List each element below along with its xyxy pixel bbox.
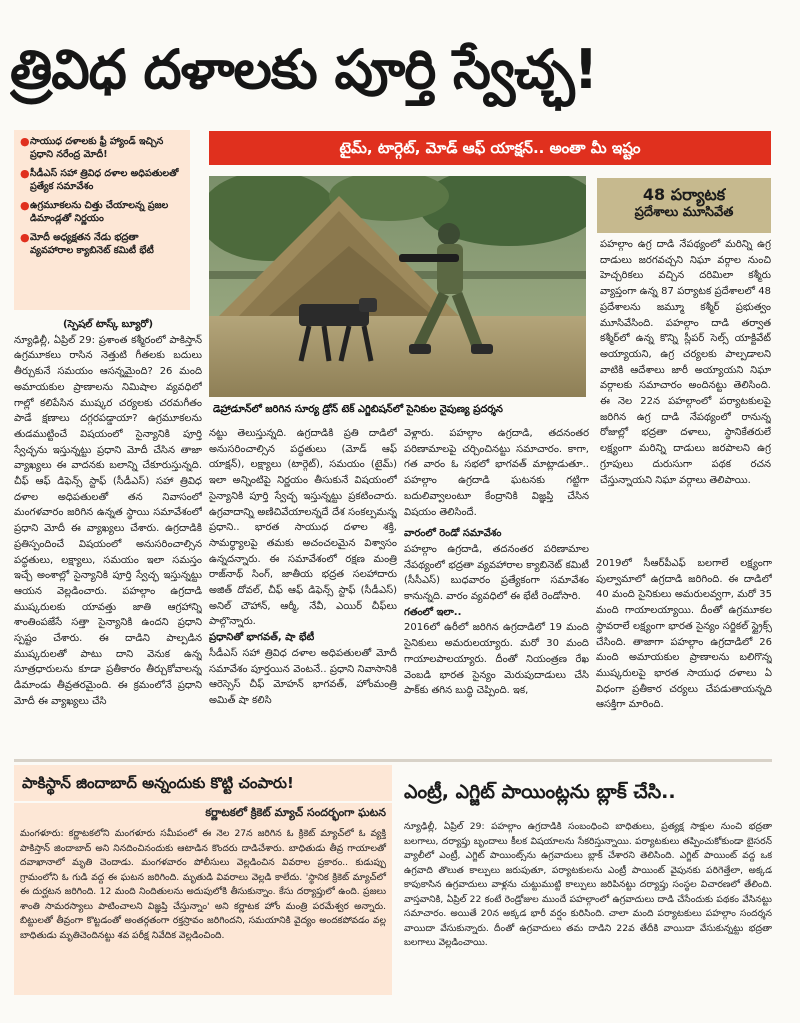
highlight-item: ● ఉగ్రమూకలను చిత్తు చేయాలన్న ప్రజల డిమాండ్లతో నిర్ణయం — [20, 199, 169, 224]
article-text: పహల్గాం ఉగ్రదాడి, తదనంతర పరిణామాల నేపథ్యంలో భద్రతా వ్యవహారాల క్యాబినెట్ కమిటీ (సీసీఎస్) బుధవారం ప్రత్యేకంగా సమావేశం కానున్నది. వారం వ్యవధిలో ఈ భేటీ రెండోసారి. — [404, 543, 589, 603]
news-photo — [209, 176, 586, 397]
photo-caption: డెహ్రాడూన్‌లో జరిగిన సూర్య డ్రోన్ టెక్ ఎగ్జిబిషన్‌లో సైనికుల నైపుణ్య ప్రదర్శన — [213, 404, 503, 415]
soldier-robot-dog-illustration — [209, 176, 586, 397]
article-column-2 — [209, 426, 397, 756]
highlights-box — [14, 130, 190, 310]
highlight-item: ● మోదీ అధ్యక్షతన నేడు భద్రతా వ్యవహారాల క్యాబినెట్ కమిటీ భేటీ — [20, 231, 154, 256]
article-text: వెళ్లారు. పహల్గాం ఉగ్రదాడి, తదనంతర పరిణామాలపై చర్చించినట్టు సమాచారం. కాగా, గత వారం ఓ సభలో భాగవత్ మాట్లాడుతూ.. పహల్గాం ఉగ్రదాడి ఘటనకు గట్టిగా బదులివ్వాలంటూ కేంద్రానికి విజ్ఞప్తి చేసిన విషయం తెలిసిందే. — [404, 428, 589, 518]
section-heading: గతంలో ఇలా.. — [404, 606, 462, 618]
article-column-4: 2019లో సీఆర్‌పీఎఫ్ బలగాలే లక్ష్యంగా పుల్వామాలో ఉగ్రదాడి జరిగింది. ఈ దాడిలో 40 మంది సైనికులు అమరులవ్వగా, మరో 35 మంది గాయాలయ్యాయి. దీంతో ఉగ్రమూకల స్థావరాలే లక్ష్యంగా భారత సైన్యం సర్జికల్ స్ట్రైక్స్ చేసింది. తాజాగా పహల్గాం ఉగ్రదాడిలో 26 మంది అమాయకుల ప్రాణాలను బలిగొన్న ముష్కరులపై భారత సాయుధ దళాలు ఏ విధంగా ప్రతీకార చర్యలు చేపడుతాయన్నది ఆసక్తిగా మారింది. — [596, 558, 772, 711]
article-column-3 — [404, 426, 589, 756]
sidebar-body: పహల్గాం ఉగ్ర దాడి నేపథ్యంలో మరిన్ని ఉగ్ర దాడులు జరగవచ్చని నిఘా వర్గాల నుంచి హెచ్చరికలు వచ్చిన దరిమిలా కశ్మీరు వ్యాప్తంగా ఉన్న 87 పర్యాటక ప్రదేశాలలో 48 ప్రదేశాలను జమ్మూ కశ్మీర్ ప్రభుత్వం మూసివేసింది. పహల్గాం దాడి తర్వాత కశ్మీర్‌లో ఉన్న కొన్ని స్లీపర్ సెల్స్ యాక్టివేట్ అయ్యాయని, ఉగ్ర చర్యలకు పాల్పడాలని వాటికి ఆదేశాలు జారీ అయ్యాయని నిఘా వర్గాలకు సమాచారం అందినట్టు తెలిసింది. ఈ నెల 22న పహల్గాంలో పర్యాటకులపై జరిగిన ఉగ్ర దాడి నేపథ్యంలో రానున్న రోజుల్లో భద్రతా దళాలు, స్థానికేతరులే లక్ష్యంగా మరిన్ని దాడులు జరపాలని ఉగ్ర గ్రూపులు దురుసుగా పథక రచన చేస్తున్నాయని నిఘా వర్గాలు తెలిపాయి. — [600, 239, 771, 486]
bullet-icon: ● — [20, 231, 30, 244]
bullet-icon: ● — [20, 135, 30, 148]
article-text: న్యూఢిల్లీ, ఏప్రిల్ 29: ప్రశాంత కశ్మీరంలో పాకిస్తాన్ ఉగ్రమూకలు రాసిన నెత్తుటి గీతలకు బదులు తీర్చుకునే సమయం ఆసన్నమైంది? 26 మంది అమాయకుల ప్రాణాలను నిమిషాల వ్యవధిలో గాల్లో కలిపేసిన ముష్కర చర్యలకు చరమగీతం పాడే క్షణాలు దగ్గరపడ్డాయా? ఉగ్రమూకలను తుడముట్టించే విషయంలో సైన్యానికి పూర్తి స్వేచ్ఛను ఇస్తున్నట్టు ప్రధాని మోదీ చేసిన తాజా వ్యాఖ్యలు ఈ వాదనకు బలాన్ని చేకూరుస్తున్నది. చీఫ్ ఆఫ్ డిఫెన్స్ స్టాఫ్ (సీడీఎస్) సహా త్రివిధ దళాల అధిపతులతో తన నివాసంలో మంగళవారం జరిగిన ఉన్నత స్థాయి సమావేశంలో ప్రధాని మోదీ ఈ వ్యాఖ్యలు చేశారు. ఉగ్రదాడికి ప్రతిస్పందించే విషయంలో అనుసరించాల్సిన పద్ధతులు, లక్ష్యాలు, సమయం ఇలా సమస్తం ఇచ్చే అంశాల్లో సైన్యానికి పూర్తి స్వేచ్ఛ ఇస్తున్నట్టు ఆయన వెల్లడించారు. పహల్గాం ఉగ్రదాడి ముష్కరులకు యావత్తు జాతి ఆగ్రహాన్ని శాంతింపజేసే సత్తా సైన్యానికి ఉందని ప్రధాని స్పష్టం చేశారు. ఈ దాడిని పాల్పడిన ముష్కరులతో పాటు దాని వెనుక ఉన్న సూత్రధారులను కూడా ప్రతీకారం తీర్చుకోవాలన్న డిమాండు తీవ్రతరమైంది. ఈ క్రమంలోనే ప్రధాని మోదీ ఈ వ్యాఖ్యలు చేసి — [14, 334, 202, 707]
bottom-left-article: మంగళూరు: కర్ణాటకలోని మంగళూరు సమీపంలో ఈ నెల 27న జరిగిన ఓ క్రికెట్ మ్యాచ్‌లో ఓ వ్యక్తి పాకిస్తాన్ జిందాబాద్ అని నినదించినందుకు ఆటాడిన కొందరు దాడిచేశారు. బాధితుడు తీవ్ర గాయాలతో దవాఖానాలో మృతి చెందాడు. మంగళవారం పోలీసులు వెల్లడించిన వివరాల ప్రకారం.. కుడుప్పు గ్రామంలోని ఓ గుడి వద్ద ఈ ఘటన జరిగింది. మృతుడి వివరాలు వెల్లడి కాలేదు. 'స్థానిక క్రికెట్ మ్యాచ్‌లో ఈ దుర్ఘటన జరిగింది. 12 మంది నిందితులను అదుపులోకి తీసుకున్నాం. కేసు దర్యాప్తులో ఉంది. ప్రజలు శాంతి సామరస్యాలు పాటించాలని విజ్ఞప్తి చేస్తున్నాం' అని కర్ణాటక హోం మంత్రి పరమేశ్వర అన్నారు. బిట్టులతో తీవ్రంగా కొట్టడంతో అంతర్గతంగా రక్తస్రావం జరిగిందని, సమయానికి వైద్యం అందకపోవడం వల్ల బాధితుడు మృతిచెందినట్టు శవ పరీక్ష నివేదిక వెల్లడించింది. — [14, 823, 392, 995]
bottom-right-article: న్యూఢిల్లీ, ఏప్రిల్ 29: పహల్గాం ఉగ్రదాడికి సంబంధించి బాధితులు, ప్రత్యక్ష సాక్షుల నుంచి భద్రతా బలగాలు, దర్యాప్తు బృందాలు కీలక విషయాలను సేకరిస్తున్నాయి. పర్యాటకులు తప్పించుకోకుండా బైసరన్ వ్యాలీలో ఎంట్రీ, ఎగ్జిట్ పాయింట్స్‌ను ఉగ్రవాదులు బ్లాక్ చేశారని తెలిసింది. ఎగ్జిట్ పాయింట్ వద్ద ఒక ఉగ్రవాది తొలుత కాల్పులు జరుపుతూ, పర్యాటకులను ఎంట్రీ పాయింట్ వైపునకు పరిగెత్తేలా, అక్కడ కాపుకాసిన ఉగ్రవాదులు వాళ్లను చుట్టుముట్టి కాల్పులు జరిపినట్టు దర్యాప్తు సంస్థల విచారణలో తేలింది. వాస్తవానికి, ఏప్రిల్ 22 కంటే రెండ్రోజుల ముందే పహల్గాంలో ఉగ్రవాదులు దాడి చేసేందుకు పథకం వేసినట్టు సమాచారం. అయితే 20న అక్కడ భారీ వర్షం కురిసింది. చాలా మంది పర్యాటకులు పహల్గాం సందర్శన వాయిదా వేసుకున్నారు. దీంతో ఉగ్రవాదులు తమ దాడిని 22వ తేదీకి వాయిదా వేసుకున్నట్టు భద్రతా బలగాలు వెల్లడించాయి. — [404, 821, 772, 948]
highlight-item: ● సీడీఎస్ సహా త్రివిధ దళాల అధిపతులతో ప్రత్యేక సమావేశం — [20, 167, 179, 192]
bottom-left-subheadline: కర్ణాటకలో క్రికెట్ మ్యాచ్ సందర్భంగా ఘటన — [14, 803, 392, 823]
page-headline: త్రివిధ దళాలకు పూర్తి స్వేచ్ఛ! — [10, 38, 598, 101]
article-text: సీడీఎస్ సహా త్రివిధ దళాల అధిపతులతో మోదీ సమావేశం పూర్తయిన వెంటనే.. ప్రధాని నివాసానికి ఆరెస్సెస్ చీఫ్ మోహన్ భాగవత్, హోంమంత్రి అమిత్ షా కలిసి — [209, 647, 397, 706]
sidebar-title-box — [597, 178, 771, 233]
byline: (స్పెషల్ టాస్క్ బ్యూరో) — [62, 319, 154, 330]
article-text: 2016లో ఉరీలో జరిగిన ఉగ్రదాడిలో 19 మంది సైనికులు అమరులయ్యారు. మరో 30 మంది గాయాలపాలయ్యారు. దీంతో నియంత్రణ రేఖ వెంబడి భారత సైన్యం మెరుపుదాడులు చేసి పాక్‌కు తగిన బుద్ధి చెప్పింది. ఇక, — [404, 622, 589, 697]
section-divider — [14, 759, 772, 762]
section-heading: ప్రధానితో భాగవత్, షా భేటీ — [209, 632, 315, 644]
bottom-left-headline: పాకిస్థాన్ జిందాబాద్ అన్నందుకు కొట్టి చంపారు! — [14, 765, 392, 801]
bullet-icon: ● — [20, 199, 30, 212]
bottom-right-headline: ఎంట్రీ, ఎగ్జిట్ పాయింట్లను బ్లాక్ చేసి.. — [404, 781, 676, 803]
article-column-1 — [14, 317, 202, 749]
section-heading: వారంలో రెండో సమావేశం — [404, 528, 502, 540]
subheadline-banner: టైమ్, టార్గెట్, మోడ్ ఆఫ్ యాక్షన్.. అంతా మీ ఇష్టం — [209, 131, 771, 165]
sidebar-title-line-2: ప్రదేశాలు మూసివేత — [634, 205, 734, 220]
highlight-item: ● సాయుధ దళాలకు ఫ్రీ హ్యాండ్ ఇచ్చిన ప్రధాని నరేంద్ర మోదీ! — [20, 135, 164, 160]
article-text: నట్టు తెలుస్తున్నది. ఉగ్రదాడికి ప్రతి దాడిలో అనుసరించాల్సిన పద్ధతులు (మోడ్ ఆఫ్ యాక్షన్), లక్ష్యాలు (టార్గెట్), సమయం (టైమ్) ఇలా అన్నింటిపై నిర్ణయం తీసుకునే విషయంలో సైన్యానికి పూర్తి స్వేచ్ఛ ఇస్తున్నట్టు ప్రకటించారు. ఉగ్రవాదాన్ని అణిచివేయాలన్నదే దేశ సంకల్పమన్న ప్రధాని.. భారత సాయుధ దళాల శక్తి, సామర్థ్యాలపై తమకు అచంచలమైన విశ్వాసం ఉన్నదన్నారు. ఈ సమావేశంలో రక్షణ మంత్రి రాజ్‌నాథ్ సింగ్, జాతీయ భద్రత సలహాదారు అజిత్ దోవల్, చీఫ్ ఆఫ్ డిఫెన్స్ స్టాఫ్ (సీడీఎస్) అనిల్ చౌహాన్, ఆర్మీ, నేవీ, ఎయిర్ చీఫ్‌లు పాల్గొన్నారు. — [209, 428, 397, 628]
bullet-icon: ● — [20, 167, 30, 180]
sidebar-title-line-1: 48 పర్యాటక — [642, 185, 726, 204]
